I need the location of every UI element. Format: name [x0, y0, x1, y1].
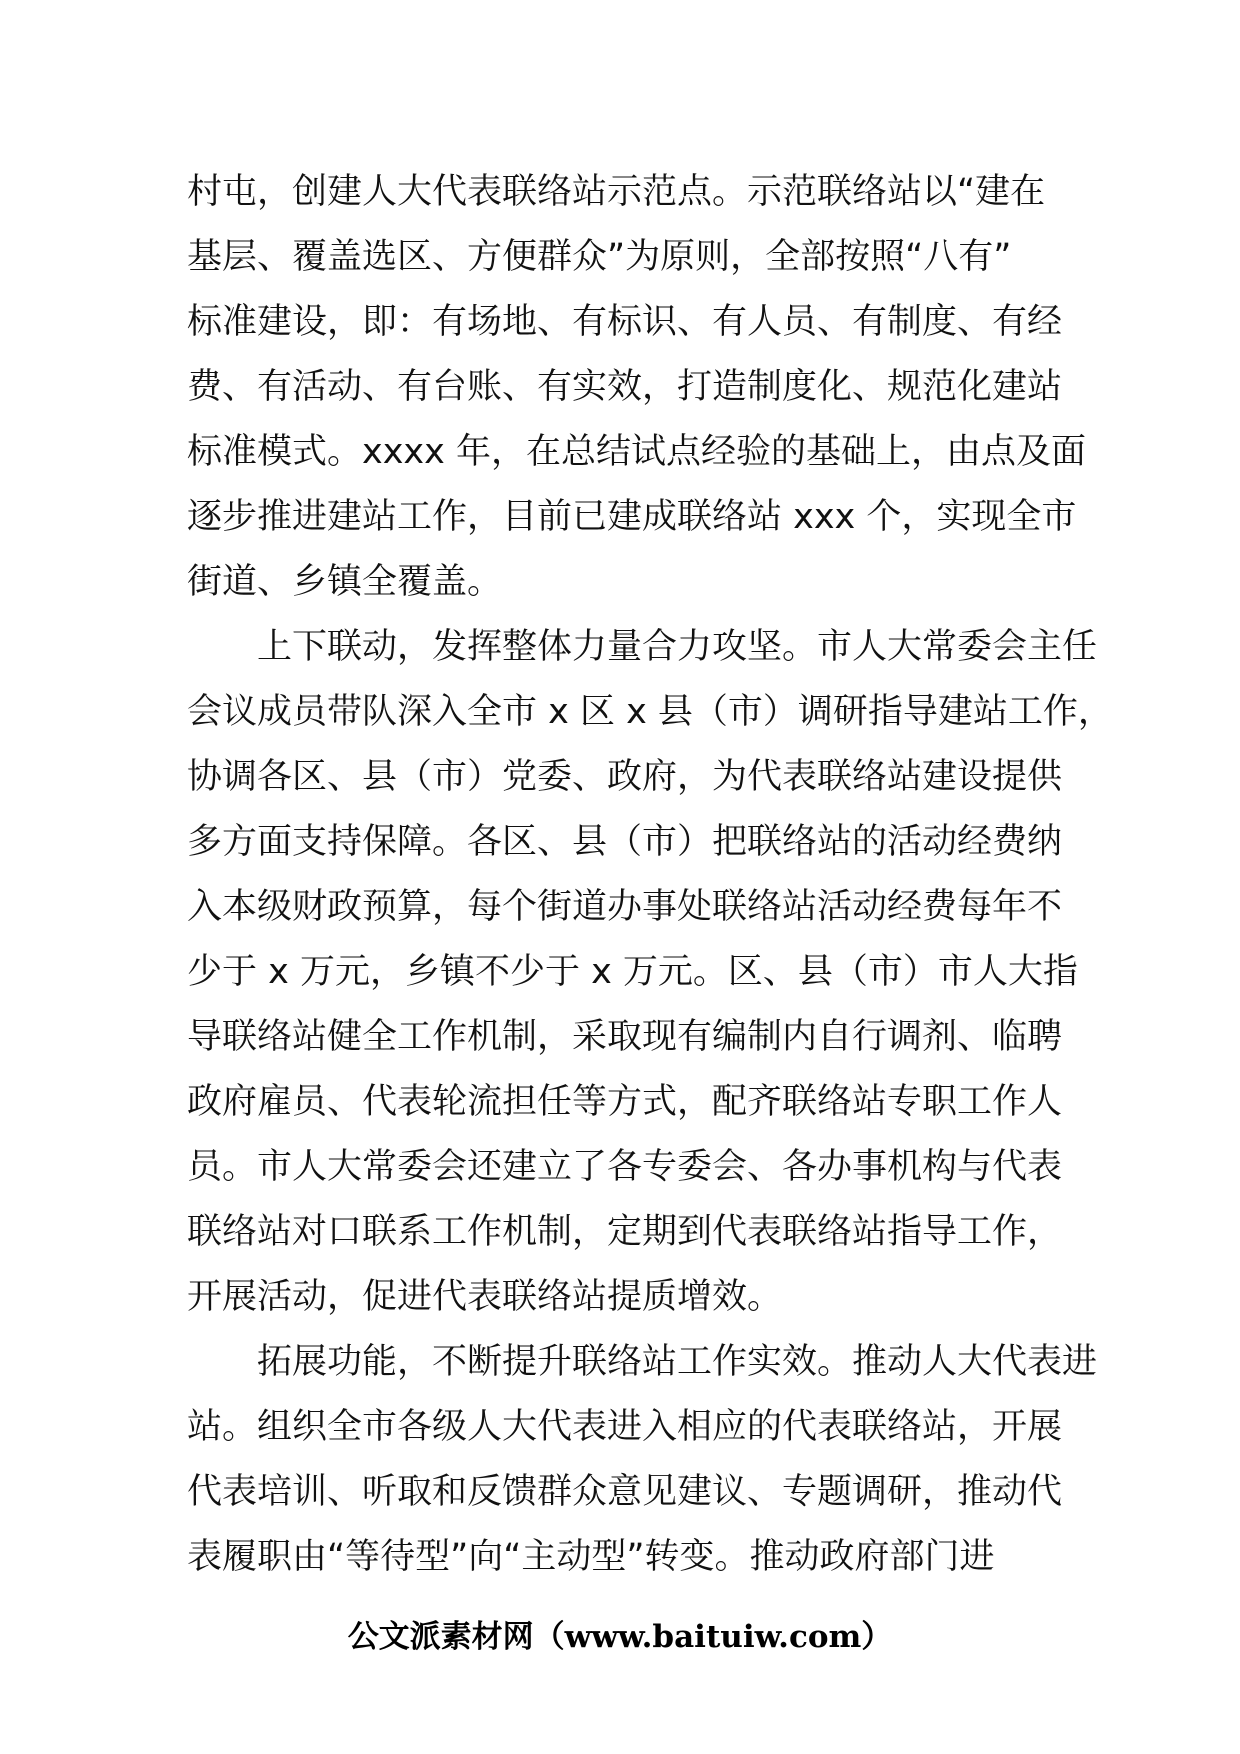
- text-line: 基层、覆盖选区、方便群众”为原则，全部按照“八有”: [187, 237, 1012, 277]
- text-line: 导联络站健全工作机制，采取现有编制内自行调剂、临聘: [187, 1017, 1063, 1057]
- text-line: 表履职由“等待型”向“主动型”转变。推动政府部门进: [187, 1537, 995, 1577]
- text-line: 开展活动，促进代表联络站提质增效。: [187, 1277, 783, 1317]
- text-line: 联络站对口联系工作机制，定期到代表联络站指导工作，: [187, 1212, 1063, 1252]
- text-line: 村屯，创建人大代表联络站示范点。示范联络站以“建在: [187, 172, 1046, 212]
- text-line: 标准模式。xxxx 年，在总结试点经验的基础上，由点及面: [187, 432, 1086, 472]
- text-line: 会议成员带队深入全市 x 区 x 县（市）调研指导建站工作，: [187, 692, 1113, 732]
- text-line: 街道、乡镇全覆盖。: [187, 562, 503, 602]
- text-line: 站。组织全市各级人大代表进入相应的代表联络站，开展: [187, 1407, 1063, 1447]
- text-line: 代表培训、听取和反馈群众意见建议、专题调研，推动代: [187, 1472, 1063, 1512]
- text-line: 标准建设，即：有场地、有标识、有人员、有制度、有经: [187, 302, 1063, 342]
- paragraph-start-line: 上下联动，发挥整体力量合力攻坚。市人大常委会主任: [187, 627, 1098, 667]
- text-line: 协调各区、县（市）党委、政府，为代表联络站建设提供: [187, 757, 1063, 797]
- text-line: 费、有活动、有台账、有实效，打造制度化、规范化建站: [187, 367, 1063, 407]
- text-line: 少于 x 万元，乡镇不少于 x 万元。区、县（市）市人大指: [187, 952, 1078, 992]
- text-line: 员。市人大常委会还建立了各专委会、各办事机构与代表: [187, 1147, 1063, 1187]
- text-line: 多方面支持保障。各区、县（市）把联络站的活动经费纳: [187, 822, 1063, 862]
- document-body: [187, 160, 1113, 1590]
- text-line: 入本级财政预算，每个街道办事处联络站活动经费每年不: [187, 887, 1063, 927]
- text-line: 逐步推进建站工作，目前已建成联络站 xxx 个，实现全市: [187, 497, 1077, 537]
- paragraph-start-line: 拓展功能，不断提升联络站工作实效。推动人大代表进: [187, 1342, 1098, 1382]
- text-line: 政府雇员、代表轮流担任等方式，配齐联络站专职工作人: [187, 1082, 1063, 1122]
- footer-watermark: 公文派素材网（www.baituiw.com）: [347, 1619, 893, 1655]
